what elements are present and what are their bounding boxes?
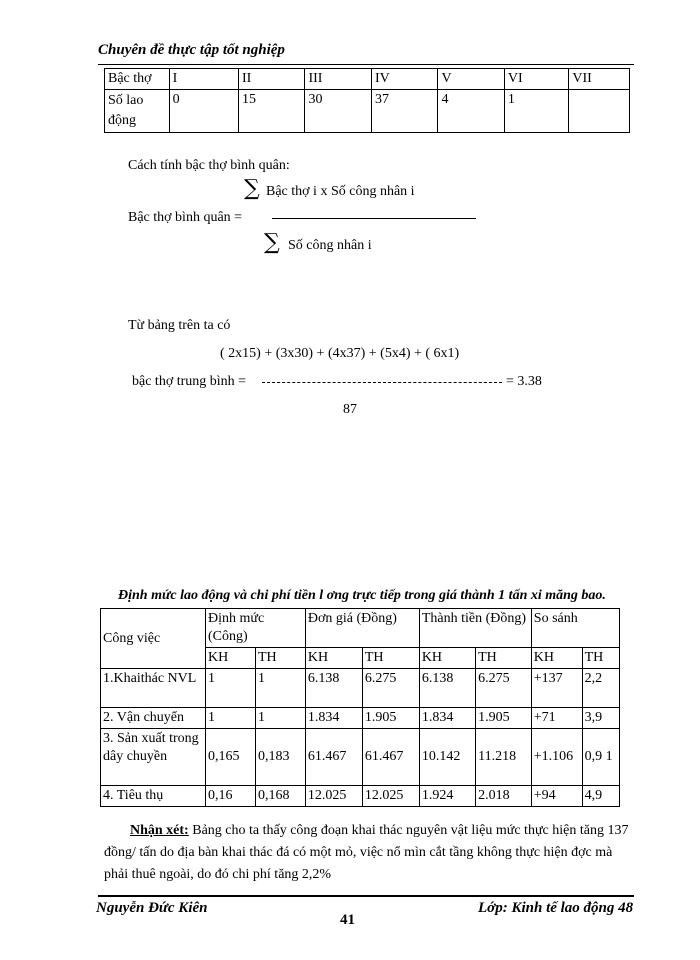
- calc-result: = 3.38: [506, 374, 542, 389]
- table-cell: 11.218: [476, 729, 532, 786]
- table-cell: 0,168: [255, 786, 305, 807]
- calc-denominator: 87: [343, 402, 357, 417]
- header-unit-price: Đơn giá (Đồng): [305, 609, 419, 648]
- table-cell: 6.138: [419, 669, 475, 708]
- header-compare: So sánh: [531, 609, 619, 648]
- subheader-cell: KH: [531, 648, 582, 669]
- table-cell: 2.018: [476, 786, 532, 807]
- table-row: [101, 669, 620, 708]
- calc-fraction-line: [262, 382, 502, 383]
- formula-lhs: Bậc thợ bình quân =: [128, 210, 243, 225]
- table-caption: Định mức lao động và chi phí tiền l ơng trực tiếp trong giá thành 1 tấn xi măng bao.: [118, 588, 606, 603]
- table-cell: 1.924: [419, 786, 475, 807]
- footer-author: Nguyễn Đức Kiên: [96, 900, 208, 916]
- table-cell: 30: [305, 90, 371, 133]
- table-cell: +1.106: [531, 729, 582, 786]
- table-cell: 6.275: [362, 669, 419, 708]
- table-cell: 61.467: [362, 729, 419, 786]
- subheader-cell: TH: [362, 648, 419, 669]
- subheader-cell: KH: [305, 648, 362, 669]
- subheader-cell: TH: [582, 648, 619, 669]
- footer-class: Lớp: Kinh tế lao động 48: [478, 900, 634, 916]
- table-cell: VI: [504, 69, 569, 90]
- table-cell: 1.905: [476, 708, 532, 729]
- table-cell: 0,165: [206, 729, 256, 786]
- fraction-line: [272, 218, 476, 219]
- subheader-cell: KH: [419, 648, 475, 669]
- table-cell: V: [438, 69, 504, 90]
- table-cell: 4: [438, 90, 504, 133]
- calc-lhs: bậc thợ trung bình =: [132, 374, 247, 389]
- table-cell: 37: [371, 90, 437, 133]
- table-cell: [569, 90, 630, 133]
- table-cell: 0,183: [255, 729, 305, 786]
- table-cell: IV: [371, 69, 437, 90]
- table-row: [101, 786, 620, 807]
- remark-text: Bảng cho ta thấy công đoạn khai thác nguyên vật liệu mức thực hiện tăng 137 đồng/ tấn do địa bàn khai thác đá có một mỏ, việc nổ mìn cắt tầng không thực hiện đợc mà phải thuê ngoài, do đó chi phí tăng 2,2%: [104, 823, 629, 882]
- labor-cost-table: [100, 608, 620, 807]
- header-norm: Định mức (Công): [206, 609, 306, 648]
- page-number: 41: [340, 912, 355, 928]
- table-cell: Số lao động: [105, 90, 170, 133]
- worker-grade-table: [104, 68, 630, 133]
- table-cell: 1.Khaithác NVL: [101, 669, 206, 708]
- table-cell: 1.834: [305, 708, 362, 729]
- footer-rule: [98, 895, 634, 897]
- table-cell: 3,9: [582, 708, 619, 729]
- calc-intro: Từ bảng trên ta có: [128, 318, 231, 333]
- table-cell: 6.275: [476, 669, 532, 708]
- table-cell: 6.138: [305, 669, 362, 708]
- table-cell: 4. Tiêu thụ: [101, 786, 206, 807]
- table-header-row: [101, 609, 620, 648]
- formula-intro: Cách tính bậc thợ bình quân:: [128, 158, 290, 173]
- table-cell: +71: [531, 708, 582, 729]
- table-row: [105, 90, 630, 133]
- table-cell: 2. Vận chuyển: [101, 708, 206, 729]
- header-job: Công việc: [101, 609, 206, 669]
- table-row: [101, 729, 620, 786]
- table-cell: III: [305, 69, 371, 90]
- table-cell: Bậc thợ: [105, 69, 170, 90]
- table-cell: +94: [531, 786, 582, 807]
- header-amount: Thành tiền (Đồng): [419, 609, 531, 648]
- table-cell: 10.142: [419, 729, 475, 786]
- table-cell: 0: [169, 90, 238, 133]
- calc-numerator: ( 2x15) + (3x30) + (4x37) + (5x4) + ( 6x1): [220, 346, 460, 361]
- table-cell: 2,2: [582, 669, 619, 708]
- table-cell: II: [239, 69, 305, 90]
- table-cell: 15: [239, 90, 305, 133]
- table-cell: VII: [569, 69, 630, 90]
- page-header-title: Chuyên đề thực tập tốt nghiệp: [98, 42, 285, 58]
- table-cell: 1.905: [362, 708, 419, 729]
- table-cell: 0,16: [206, 786, 256, 807]
- table-cell: +137: [531, 669, 582, 708]
- subheader-cell: KH: [206, 648, 256, 669]
- table-cell: 0,9 1: [582, 729, 619, 786]
- header-rule: [98, 64, 634, 65]
- remark-label: Nhận xét:: [130, 823, 189, 838]
- table-row: [101, 708, 620, 729]
- formula-numerator: Bậc thợ i x Số công nhân i: [266, 184, 415, 199]
- table-cell: 1: [206, 669, 256, 708]
- sigma-symbol: ∑: [264, 230, 280, 255]
- table-cell: 12.025: [305, 786, 362, 807]
- table-cell: 1.834: [419, 708, 475, 729]
- table-cell: 3. Sản xuất trong dây chuyền: [101, 729, 206, 786]
- remark-paragraph: [104, 820, 634, 886]
- table-cell: I: [169, 69, 238, 90]
- table-row: [105, 69, 630, 90]
- table-cell: 61.467: [305, 729, 362, 786]
- table-cell: 1: [206, 708, 256, 729]
- table-cell: 12.025: [362, 786, 419, 807]
- subheader-cell: TH: [255, 648, 305, 669]
- table-cell: 4,9: [582, 786, 619, 807]
- subheader-cell: TH: [476, 648, 532, 669]
- table-cell: 1: [504, 90, 569, 133]
- table-cell: 1: [255, 708, 305, 729]
- formula-denominator: Số công nhân i: [288, 238, 372, 253]
- table-cell: 1: [255, 669, 305, 708]
- sigma-symbol: ∑: [244, 176, 260, 201]
